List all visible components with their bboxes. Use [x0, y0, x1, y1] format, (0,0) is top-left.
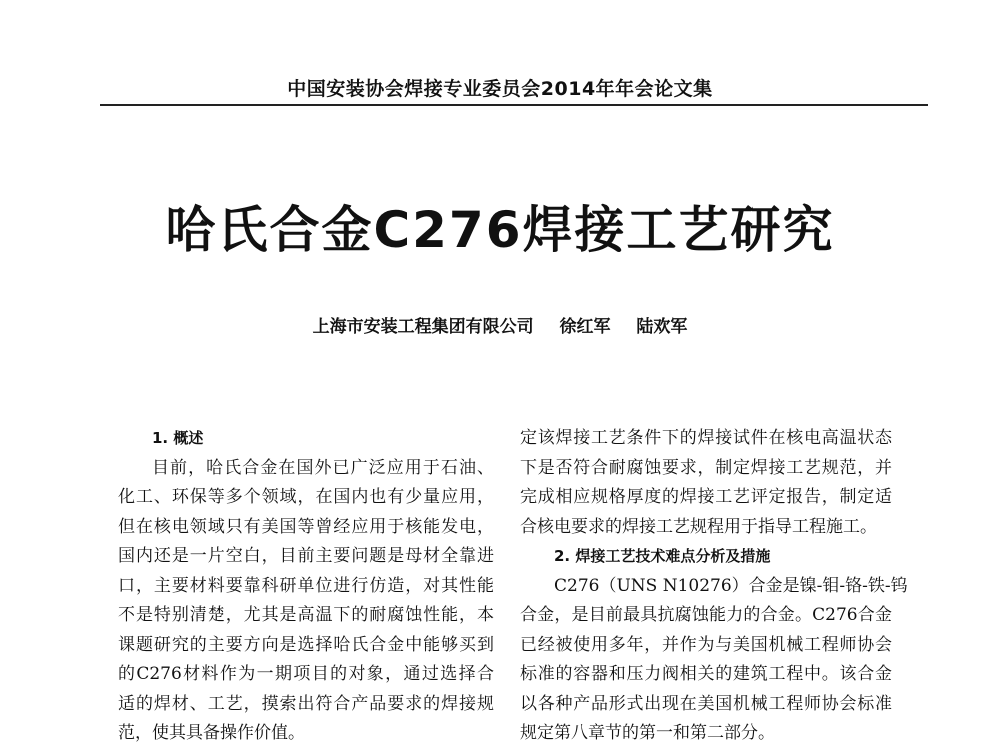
text-line: 已经被使用多年，并作为与美国机械工程师协会: [520, 634, 892, 655]
text-line: 合核电要求的焊接工艺规程用于指导工程施工。: [520, 516, 877, 537]
text-line: 规定第八章节的第一和第二部分。: [520, 723, 775, 743]
text-line: 的C276材料作为一期项目的对象，通过选择合: [118, 664, 494, 684]
text-line: 范，使其具备操作价值。: [118, 723, 305, 743]
left-column: [118, 424, 494, 749]
text-line: 不是特别清楚，尤其是高温下的耐腐蚀性能，本: [118, 605, 494, 625]
text-line: 化工、环保等多个领域，在国内也有少量应用，: [118, 487, 494, 507]
text-line: 目前，哈氏合金在国外已广泛应用于石油、: [152, 457, 494, 478]
right-column: [520, 424, 908, 749]
text-line: 标准的容器和压力阀相关的建筑工程中。该合金: [520, 664, 892, 684]
text-line: 国内还是一片空白，目前主要问题是母材全靠进: [118, 546, 494, 566]
text-line: 课题研究的主要方向是选择哈氏合金中能够买到: [118, 634, 494, 655]
author-name: 徐红军: [559, 317, 611, 337]
text-line: C276（UNS N10276）合金是镍-钼-铬-铁-钨: [554, 575, 908, 596]
header-rule: [100, 104, 928, 106]
section-heading-difficulties: 2. 焊接工艺技术难点分析及措施: [554, 547, 771, 565]
byline: [0, 312, 1000, 337]
author-organization: 上海市安装工程集团有限公司: [312, 317, 534, 337]
running-header: 中国安装协会焊接专业委员会2014年年会论文集: [287, 78, 713, 100]
paper-title: 哈氏合金C276焊接工艺研究: [165, 201, 835, 259]
text-line: 以各种产品形式出现在美国机械工程师协会标准: [520, 693, 892, 714]
text-line: 口，主要材料要靠科研单位进行仿造，对其性能: [118, 575, 494, 596]
section-heading-overview: 1. 概述: [152, 429, 204, 447]
text-line: 下是否符合耐腐蚀要求，制定焊接工艺规范，并: [520, 457, 892, 478]
text-line: 完成相应规格厚度的焊接工艺评定报告，制定适: [520, 487, 892, 507]
text-line: 定该焊接工艺条件下的焊接试件在核电高温状态: [520, 428, 892, 448]
author-name: 陆欢军: [636, 317, 688, 337]
text-line: 合金，是目前最具抗腐蚀能力的合金。C276合金: [520, 605, 892, 625]
text-line: 但在核电领域只有美国等曾经应用于核能发电，: [118, 516, 494, 537]
text-line: 适的焊材、工艺，摸索出符合产品要求的焊接规: [118, 693, 494, 714]
